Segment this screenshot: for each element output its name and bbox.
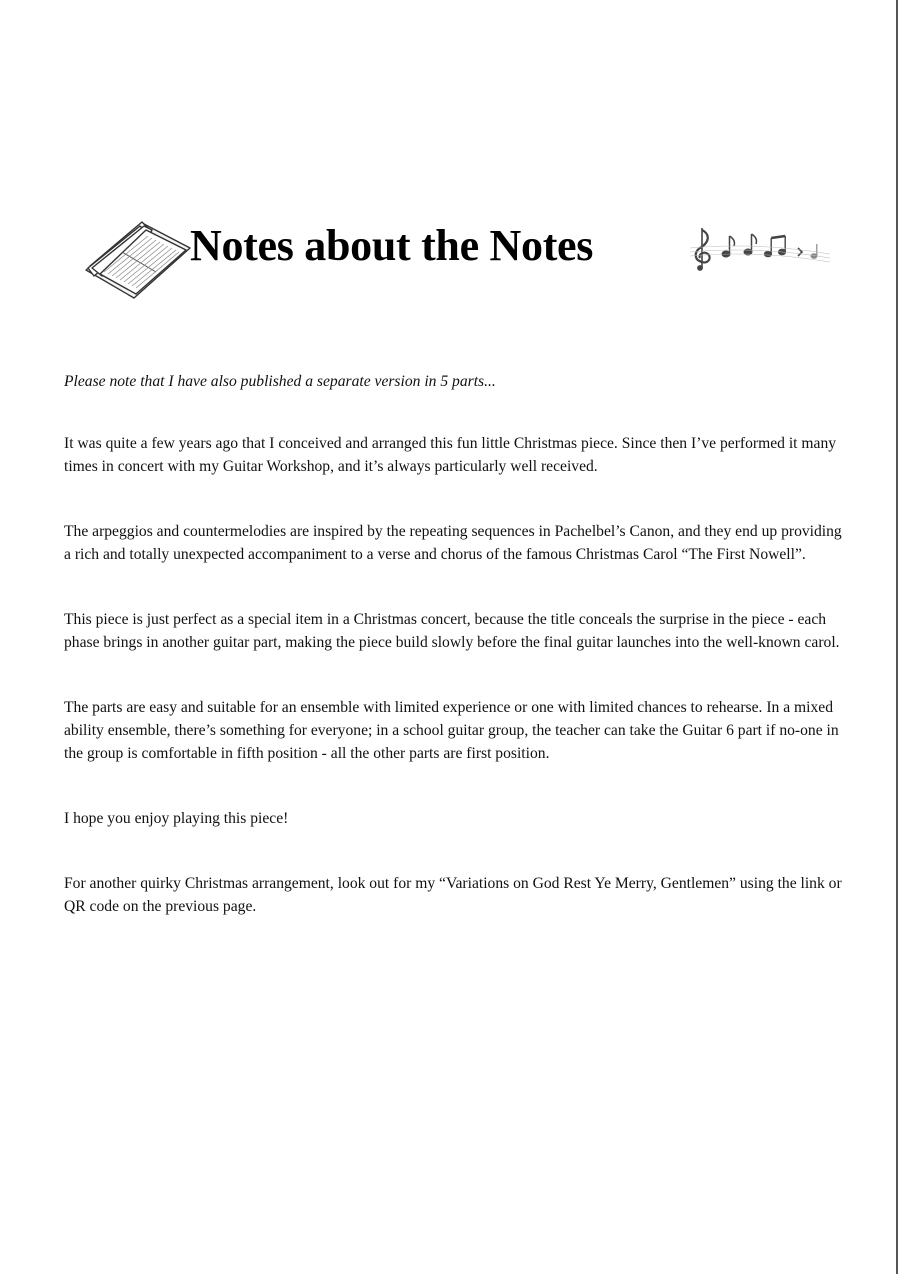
note-paragraph-5: The parts are easy and suitable for an ensemble with limited experience or one with limited chances to rehearse. In a mixed ability ensemble, there’s something for everyone; in a school guitar group, the teacher can take the Guitar 6 part if no-one in the group is comfortable in fifth position - all the other parts are first position. (64, 699, 839, 762)
page-title: Notes about the Notes (190, 221, 594, 270)
page-header (82, 208, 842, 308)
notes-body (64, 370, 844, 918)
note-paragraph-7: For another quirky Christmas arrangement, look out for my “Variations on God Rest Ye Merry, Gentlemen” using the link or QR code on the previous page. (64, 875, 842, 915)
note-paragraph-1: Please note that I have also published a separate version in 5 parts... (64, 373, 496, 390)
note-paragraph-2: It was quite a few years ago that I conceived and arranged this fun little Christmas piece. Since then I’ve performed it many times in concert with my Guitar Workshop, and it’s always particularly well received. (64, 435, 837, 475)
note-paragraph-4: This piece is just perfect as a special item in a Christmas concert, because the title conceals the surprise in the piece - each phase brings in another guitar part, making the piece build slowly before the final guitar launches into the well-known carol. (64, 611, 840, 651)
note-paragraph-3: The arpeggios and countermelodies are inspired by the repeating sequences in Pachelbel’s Canon, and they end up providing a rich and totally unexpected accompaniment to a verse and chorus of the famous Christmas Carol “The First Nowell”. (64, 523, 842, 563)
music-notes-icon (688, 224, 832, 272)
note-paragraph-6: I hope you enjoy playing this piece! (64, 810, 289, 827)
open-book-icon (82, 214, 194, 302)
